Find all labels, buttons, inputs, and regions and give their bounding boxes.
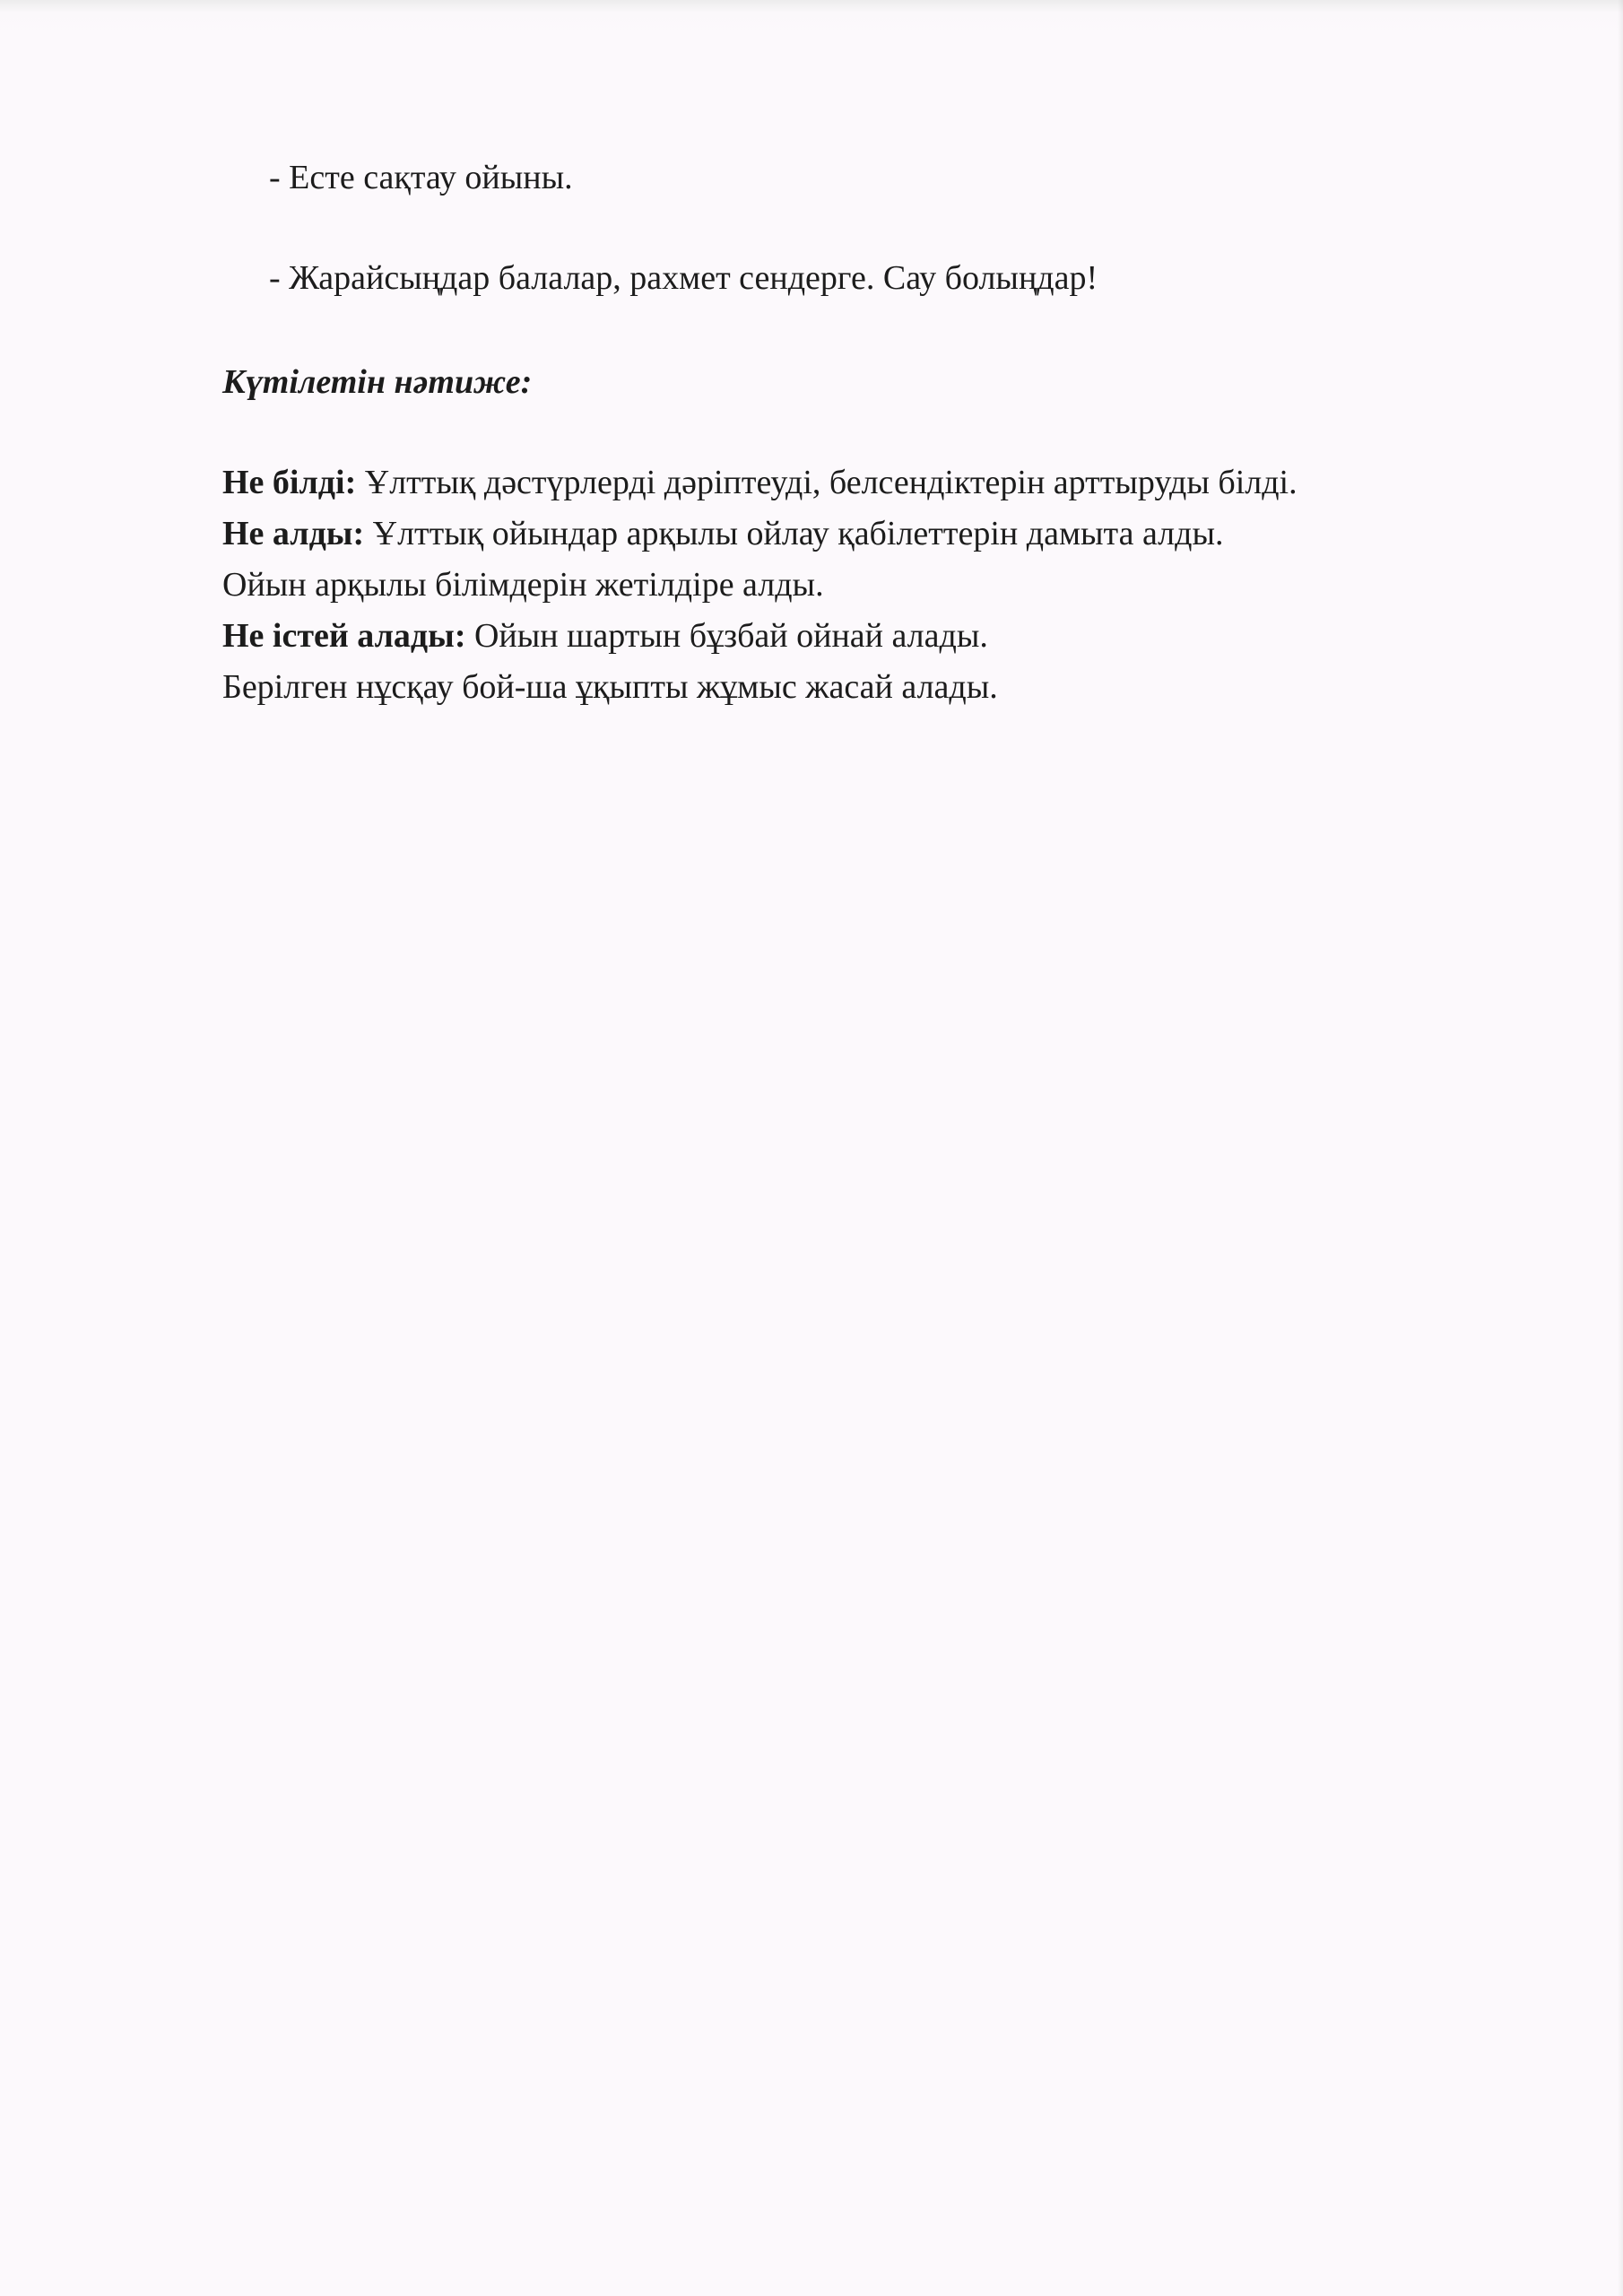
result-text-can-do: Ойын шартын бұзбай ойнай алады. — [465, 617, 988, 655]
result-line-gained — [222, 512, 1224, 555]
dialogue-line-2: - Жарайсыңдар балалар, рахмет сендерге. Сау болыңдар! — [269, 259, 1098, 297]
result-text-can-do-2: Берілген нұсқау бой-ша ұқыпты жұмыс жасай алады. — [222, 668, 998, 706]
result-text-gained-2: Ойын арқылы білімдерін жетілдіре алды. — [222, 566, 824, 604]
result-text-knew: Ұлттық дәстүрлерді дәріптеуді, белсендіктерін арттыруды білді. — [356, 464, 1298, 501]
dialogue-line-1: - Есте сақтау ойыны. — [269, 159, 573, 196]
result-text-gained: Ұлттық ойындар арқылы ойлау қабілеттерін дамыта алды. — [364, 515, 1224, 552]
result-label-gained: Не алды: — [222, 515, 365, 552]
result-line-gained-2 — [222, 563, 824, 606]
results-heading: Күтілетін нәтиже: — [222, 363, 533, 401]
result-line-knew — [222, 461, 1298, 504]
result-line-can-do — [222, 614, 988, 657]
result-label-can-do: Не істей алады: — [222, 617, 466, 655]
result-label-knew: Не білді: — [222, 464, 357, 501]
result-line-can-do-2 — [222, 665, 998, 709]
